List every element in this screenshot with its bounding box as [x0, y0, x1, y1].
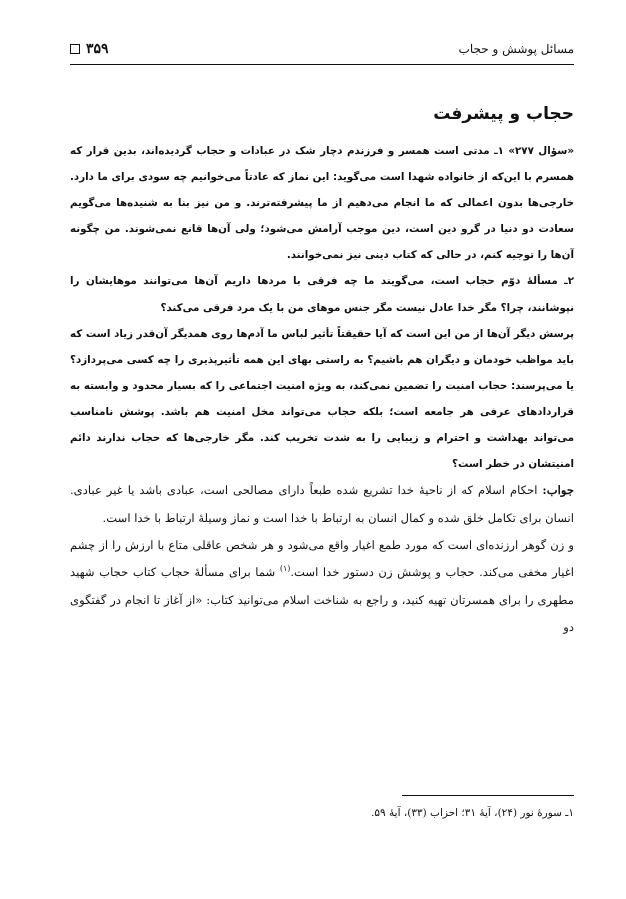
answer-text-2a: و زن گوهر ارزنده‌ای است که مورد طمع اغیار واقع می‌شود و هر شخص عاقلی متاع با ارزش را از چشم اغیار مخفی می‌کند. حجاب و پوشش زن دستور خدا است.	[70, 538, 574, 580]
footnote: ۱ـ سورهٔ نور (۲۴)، آیهٔ ۳۱؛ احزاب (۳۳)، آیهٔ ۵۹.	[371, 807, 574, 819]
answer-text-2b: شما برای مسألهٔ حجاب کتاب حجاب شهید مطهری را برای همسرتان تهیه کنید، و راجع به شناخت اسلام می‌توانید کتاب: «از آغاز تا انجام در گفتگوی دو	[70, 565, 574, 635]
box-icon	[70, 44, 80, 54]
page-number-group	[70, 41, 109, 57]
running-header	[70, 36, 574, 65]
question-paragraph-3: پرسش دیگر آن‌ها از من این است که آیا حقیقتاً تأثیر لباس ما آدم‌ها روی همدیگر آن‌قدر زیاد است که باید مواظب خودمان و دیگران هم باشیم؟ به راستی بهای این همه تأثیرپذیری را چه کسی می‌پردازد؟ یا می‌پرسند: حجاب امنیت را تضمین نمی‌کند، به ویژه امنیت اجتماعی را که بسیار محدود و وابسته به قراردادهای عرفی هر جامعه است؛ بلکه حجاب می‌تواند مخل امنیت هم باشد. پوشش نامناسب می‌تواند بهداشت و احترام و زیبایی را به شدت تخریب کند. مگر خارجی‌ها که حجاب ندارند دائم امنیتشان در خطر است؟	[70, 327, 574, 471]
question-paragraph-2: ۲ـ مسألهٔ دوّم حجاب است، می‌گویند ما چه فرقی با مردها داریم آن‌ها می‌توانند موهایشان را نپوشانند، چرا؟ مگر خدا عادل نیست مگر جنس موهای من با یک مرد فرقی می‌کند؟	[70, 275, 574, 314]
footnote-divider	[402, 795, 574, 796]
footnote-reference[interactable]: (۱)	[279, 564, 291, 574]
answer-paragraph-1	[70, 477, 574, 532]
section-title: حجاب و پیشرفت	[433, 104, 574, 124]
answer-text-1: احکام اسلام که از ناحیهٔ خدا تشریع شده طبعاً دارای مصالحی است، عبادی باشد یا غیر عبادی. انسان برای تکامل خلق شده و کمال انسان به ارتباط با خدا است و نماز وسیلهٔ ارتباط با خدا است.	[70, 483, 574, 525]
answer-paragraph-2	[70, 532, 574, 642]
page-number: ۳۵۹	[86, 41, 109, 57]
answer-label: جواب:	[542, 483, 574, 498]
question-paragraph-1: «سؤال ۲۷۷» ۱ـ مدتی است همسر و فرزندم دچار شک در عبادات و حجاب گردیده‌اند، بدین قرار که همسرم با این‌که از خانواده شهدا است می‌گوید: این نماز که عادتاً می‌خوانیم چه سودی برای ما دارد. خارجی‌ها بدون اعمالی که ما انجام می‌دهیم از ما پیشرفته‌ترند. و من نیز بنا به شنیده‌ها می‌گویم سعادت دو دنیا در گرو دین است، دین موجب آرامش می‌شود؛ ولی آن‌ها قانع نمی‌شوند. من چگونه آن‌ها را توجیه کنم، در حالی که کتاب دینی نیز نمی‌خوانند.	[70, 145, 574, 262]
running-title: مسائل پوشش و حجاب	[458, 42, 574, 56]
page-body	[70, 104, 574, 642]
